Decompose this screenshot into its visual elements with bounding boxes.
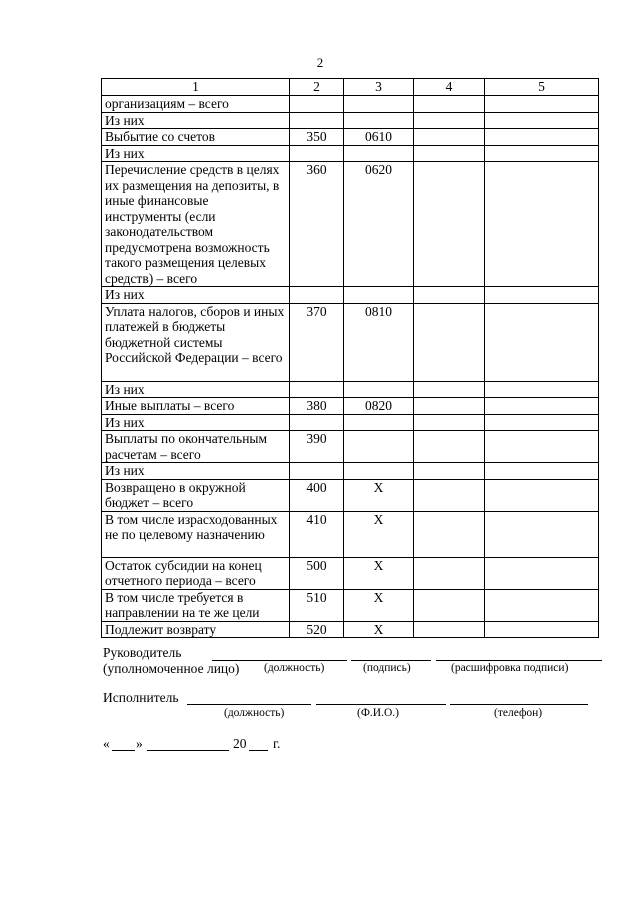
row-col-4 <box>414 511 485 557</box>
executor-fio-hint: (Ф.И.О.) <box>357 707 399 719</box>
report-table <box>101 78 599 638</box>
row-code: 0820 <box>344 398 414 415</box>
table-row <box>102 145 599 162</box>
row-line-number: 370 <box>290 303 344 381</box>
head-position-hint: (должность) <box>264 662 325 674</box>
row-line-number <box>290 287 344 304</box>
row-col-4 <box>414 398 485 415</box>
row-col-4 <box>414 162 485 287</box>
row-name: Выбытие со счетов <box>102 129 290 146</box>
row-name: Остаток субсидии на конец отчетного периода – всего <box>102 557 290 589</box>
row-col-5 <box>485 511 599 557</box>
row-name: Из них <box>102 112 290 129</box>
header-col-2: 2 <box>290 79 344 96</box>
table-row <box>102 511 599 557</box>
table-row <box>102 589 599 621</box>
row-name: Перечисление средств в целях их размещения на депозиты, в иные финансовые инструменты (если законодательством предусмотрена возможность такого размещения целевых средств) – всего <box>102 162 290 287</box>
table-row <box>102 621 599 638</box>
row-line-number: 510 <box>290 589 344 621</box>
row-code: 0610 <box>344 129 414 146</box>
row-code: X <box>344 621 414 638</box>
row-name: В том числе требуется в направлении на те же цели <box>102 589 290 621</box>
row-col-4 <box>414 557 485 589</box>
row-col-5 <box>485 589 599 621</box>
row-line-number <box>290 145 344 162</box>
head-signature-hint: (подпись) <box>363 662 411 674</box>
page-number: 2 <box>316 55 324 70</box>
row-col-5 <box>485 479 599 511</box>
table-row <box>102 96 599 113</box>
row-col-5 <box>485 145 599 162</box>
row-name: Иные выплаты – всего <box>102 398 290 415</box>
table-row <box>102 431 599 463</box>
row-code: X <box>344 479 414 511</box>
executor-fio-line <box>316 704 446 705</box>
row-line-number: 410 <box>290 511 344 557</box>
row-col-4 <box>414 287 485 304</box>
row-name: Уплата налогов, сборов и иных платежей в бюджеты бюджетной системы Российской Федерации – всего <box>102 303 290 381</box>
row-col-4 <box>414 414 485 431</box>
head-signature-line <box>351 660 431 661</box>
row-name: Из них <box>102 414 290 431</box>
row-col-4 <box>414 589 485 621</box>
row-code: X <box>344 589 414 621</box>
executor-phone-hint: (телефон) <box>494 707 543 719</box>
row-col-4 <box>414 129 485 146</box>
header-col-5: 5 <box>485 79 599 96</box>
row-col-5 <box>485 303 599 381</box>
row-code: 0620 <box>344 162 414 287</box>
head-decoding-line <box>436 660 602 661</box>
row-col-4 <box>414 381 485 398</box>
row-code <box>344 112 414 129</box>
row-col-5 <box>485 381 599 398</box>
header-col-1: 1 <box>102 79 290 96</box>
row-col-4 <box>414 479 485 511</box>
authorized-label: (уполномоченное лицо) <box>103 661 240 676</box>
row-col-4 <box>414 431 485 463</box>
row-name: Выплаты по окончательным расчетам – всего <box>102 431 290 463</box>
row-name: В том числе израсходованных не по целевому назначению <box>102 511 290 557</box>
executor-position-hint: (должность) <box>224 707 285 719</box>
row-col-5 <box>485 129 599 146</box>
row-name: организациям – всего <box>102 96 290 113</box>
row-code <box>344 145 414 162</box>
row-name: Возвращено в окружной бюджет – всего <box>102 479 290 511</box>
table-row <box>102 162 599 287</box>
row-line-number <box>290 381 344 398</box>
row-name: Из них <box>102 287 290 304</box>
head-label: Руководитель <box>103 645 182 660</box>
table-row <box>102 381 599 398</box>
row-col-4 <box>414 96 485 113</box>
row-name: Из них <box>102 145 290 162</box>
row-code <box>344 96 414 113</box>
row-col-4 <box>414 463 485 480</box>
table-row <box>102 557 599 589</box>
table-row <box>102 398 599 415</box>
executor-phone-line <box>450 704 588 705</box>
row-name: Из них <box>102 381 290 398</box>
row-col-4 <box>414 303 485 381</box>
row-col-5 <box>485 557 599 589</box>
row-col-5 <box>485 96 599 113</box>
executor-label: Исполнитель <box>103 690 179 705</box>
row-line-number: 390 <box>290 431 344 463</box>
row-line-number: 360 <box>290 162 344 287</box>
table-row <box>102 414 599 431</box>
row-code <box>344 414 414 431</box>
row-col-5 <box>485 431 599 463</box>
header-col-4: 4 <box>414 79 485 96</box>
table-header-row <box>102 79 599 96</box>
row-code <box>344 381 414 398</box>
row-line-number: 400 <box>290 479 344 511</box>
row-code: X <box>344 511 414 557</box>
row-line-number <box>290 96 344 113</box>
row-line-number: 380 <box>290 398 344 415</box>
table-row <box>102 303 599 381</box>
date-open-quote: « <box>103 736 110 751</box>
date-month-line <box>147 750 229 751</box>
row-line-number: 350 <box>290 129 344 146</box>
row-col-5 <box>485 287 599 304</box>
row-code <box>344 463 414 480</box>
row-code <box>344 287 414 304</box>
row-line-number <box>290 112 344 129</box>
row-name: Из них <box>102 463 290 480</box>
date-year-suffix: г. <box>273 736 281 751</box>
table-row <box>102 112 599 129</box>
row-col-4 <box>414 145 485 162</box>
head-decoding-hint: (расшифровка подписи) <box>451 662 569 674</box>
row-line-number: 500 <box>290 557 344 589</box>
date-year-prefix: 20 <box>233 736 247 751</box>
row-col-5 <box>485 414 599 431</box>
date-close-quote: » <box>136 736 143 751</box>
row-name: Подлежит возврату <box>102 621 290 638</box>
row-col-5 <box>485 398 599 415</box>
row-line-number: 520 <box>290 621 344 638</box>
table-row <box>102 287 599 304</box>
row-col-5 <box>485 621 599 638</box>
executor-position-line <box>187 704 311 705</box>
date-day-line <box>112 750 135 751</box>
row-code: X <box>344 557 414 589</box>
row-col-4 <box>414 112 485 129</box>
row-col-4 <box>414 621 485 638</box>
table-row <box>102 129 599 146</box>
row-line-number <box>290 414 344 431</box>
row-line-number <box>290 463 344 480</box>
header-col-3: 3 <box>344 79 414 96</box>
row-col-5 <box>485 463 599 480</box>
row-col-5 <box>485 112 599 129</box>
row-col-5 <box>485 162 599 287</box>
table-row <box>102 463 599 480</box>
row-code: 0810 <box>344 303 414 381</box>
row-code <box>344 431 414 463</box>
table-row <box>102 479 599 511</box>
date-year-line <box>249 750 268 751</box>
